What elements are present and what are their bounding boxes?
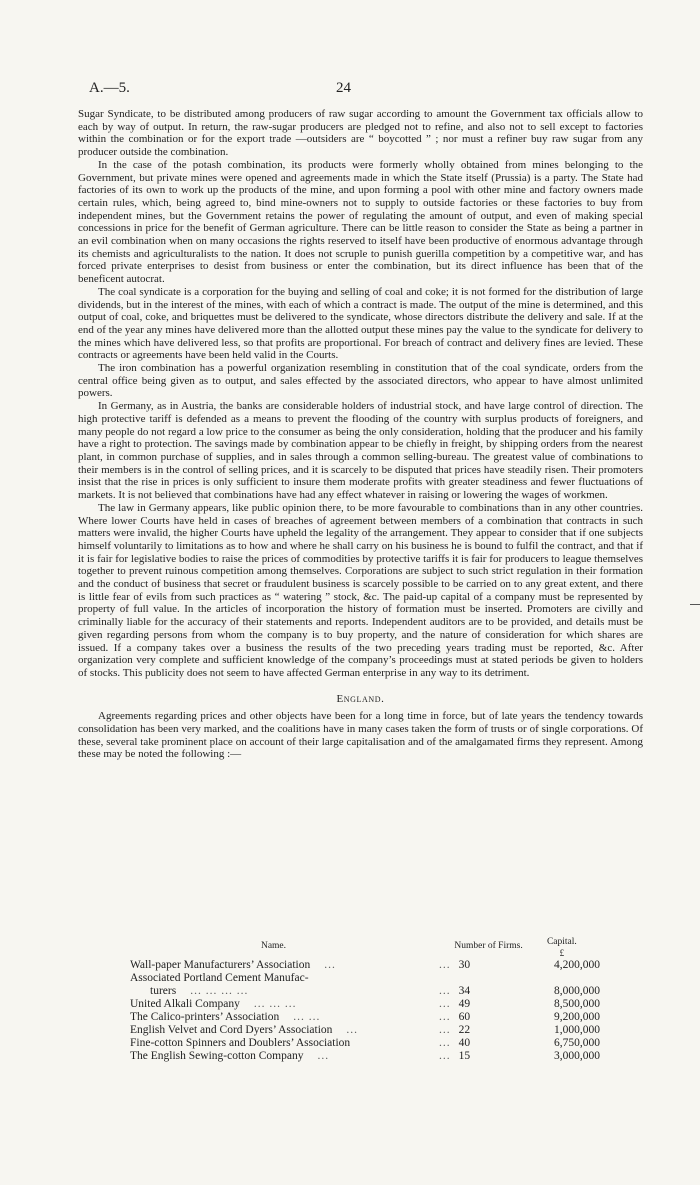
table-header-row	[130, 935, 600, 959]
document-reference: A.—5.	[89, 80, 130, 96]
table-row	[130, 1024, 600, 1037]
body-text	[78, 108, 643, 761]
page-number: 24	[336, 80, 351, 96]
firm-name-cell	[130, 1050, 417, 1063]
dot-leader: ... ...	[293, 1011, 321, 1023]
dot-leader: ...	[317, 1050, 330, 1062]
firm-name-cell	[130, 1024, 417, 1037]
table-row	[130, 985, 600, 998]
firm-count: 40	[458, 1037, 471, 1049]
firm-name-cell	[130, 972, 417, 985]
firm-count-cell	[417, 1037, 524, 1050]
firm-name-cell	[130, 998, 417, 1011]
dot-leader: ...	[439, 1037, 451, 1049]
capital-value: 6,750,000	[554, 1037, 600, 1049]
firm-name: The English Sewing-cotton Company	[130, 1050, 304, 1062]
paragraph: Agreements regarding prices and other objects have been for a long time in force, but of late years the tendency towards consolidation has been very marked, and the coalitions have in many cases taken the form of trusts or of single corporations. Of these, several take prominent place on account of their large capitalisation and of the amalgamated firms they represent. Among these may be noted the following :—	[78, 710, 643, 761]
paragraph: The law in Germany appears, like public opinion there, to be more favourable to combinations than in any other countries. Where lower Courts have held in cases of breaches of agreement between members of a combination that contracts in such matters were invalid, the higher Courts have upheld the legality of the arrangement. They appear to consider that if one subjects himself voluntarily to limitations as to how and where he shall carry on his business he is bound to fulfil the contract, and that if it is fair for legislative bodies to raise the prices of commodities by protective tariffs it is fair for producers to league themselves together to prevent ruinous competition among themselves. Corporations are subject to such strict regulation in their formation and the conduct of business that secret or fraudulent business is scarcely possible to be carried on to any great extent, and there is little fear of evils from such practices as “ watering ” stock, &c. The paid-up capital of a company must be represented by property of full value. In the articles of incorporation the history of formation must be inserted. Promoters are civilly and criminally liable for the accuracy of their statements and reports. Independent auditors are to be provided, and details must be given regarding persons from whom the company is to buy property, and the nature of consideration for which shares are issued. If a company takes over a business the results of the two preceding years trading must be reported, &c. After organization very complete and sufficient knowledge of the company’s proceedings must at stated periods be given to holders of stocks. This publicity does not seem to have affected German enterprise in any way to its detriment.	[78, 501, 643, 679]
currency-symbol: £	[559, 948, 565, 958]
table-row	[130, 972, 600, 985]
firm-count: 34	[458, 985, 471, 997]
firm-name-cell	[130, 1037, 417, 1050]
dot-leader: ...	[439, 1024, 451, 1036]
capital-value: 8,000,000	[554, 985, 600, 997]
firm-name: English Velvet and Cord Dyers’ Association	[130, 1024, 333, 1036]
column-header-capital	[524, 935, 600, 959]
dot-leader: ...	[439, 1050, 451, 1062]
firm-count-cell	[417, 1024, 524, 1037]
paragraph: The iron combination has a powerful organization resembling in constitution that of the coal syndicate, orders from the central office being given as to output, and sales effected by the associated directors, who appear to have almost unlimited powers.	[78, 362, 643, 400]
capital-value: 3,000,000	[554, 1050, 600, 1062]
capital-value: 9,200,000	[554, 1011, 600, 1023]
dot-leader: ... ... ... ...	[190, 985, 249, 997]
firm-name-cell	[130, 985, 417, 998]
firm-count: 49	[458, 998, 471, 1010]
firm-count: 30	[458, 959, 471, 971]
paragraph: In Germany, as in Austria, the banks are considerable holders of industrial stock, and have large control of direction. The high protective tariff is defended as a means to prevent the flooding of the country with surplus products of foreigners, and many people do not regard a low price to the consumer as being the only consideration, holding that the producer and his family have a right to protection. The savings made by combination appear to be chiefly in freight, by shipping orders from the nearest plant, in common purchase of supplies, and in sales through a common selling-bureau. The greatest value of combinations to their members is in the control of selling prices, and it is scarcely to be disputed that prices have steadily risen. Their promoters insist that the rise in prices is only sufficient to insure them moderate profits with greater steadiness and fewer fluctuations of markets. It is not believed that combinations have had any effect whatever in raising or lowering the wages of workmen.	[78, 400, 643, 502]
table-row	[130, 1011, 600, 1024]
capital-value: 1,000,000	[554, 1024, 600, 1036]
firm-name: Fine-cotton Spinners and Doublers’ Association	[130, 1037, 351, 1049]
table-row	[130, 959, 600, 972]
firm-count: 60	[458, 1011, 471, 1023]
dot-leader: ...	[439, 1011, 451, 1023]
table-body	[130, 959, 600, 1063]
dot-leader: ...	[346, 1024, 359, 1036]
firm-name: turers	[150, 985, 177, 997]
capital-value	[524, 972, 600, 985]
capital-value: 8,500,000	[554, 998, 600, 1010]
firm-count-cell	[417, 998, 524, 1011]
firm-name: Associated Portland Cement Manufac-	[130, 972, 309, 984]
firm-count-cell	[417, 1011, 524, 1024]
dot-leader: ...	[324, 959, 336, 971]
table-row	[130, 1050, 600, 1063]
firm-count: 15	[458, 1050, 471, 1062]
firm-name-cell	[130, 959, 417, 972]
firm-count: 22	[458, 1024, 471, 1036]
paragraph: In the case of the potash combination, its products were formerly wholly obtained from mines belonging to the Government, but private mines were opened and agreements made in which the State itself (Prussia) is a party. The State had factories of its own to work up the products of the mine, and upon forming a pool with other mine and factory owners made certain rules, which, being agreed to, bind mine-owners not to supply to outside factories or these factories to buy from independent mines, but the Government retains the power of regulating the amount of output, and even of making special concessions in price for the benefit of German agriculture. There can be little reason to consider the State as being a partner in an evil combination when on many occasions the rights reserved to itself have been productive of enormous advantage through its chemists and agriculturalists to the nation. It does not scruple to punish guerilla competition by a competitive war, and has forced private enterprises to desist from business or enter the combination, but its direct influence has been that of the beneficent autocrat.	[78, 158, 643, 286]
firm-count-cell	[417, 972, 524, 985]
firm-name-cell	[130, 1011, 417, 1024]
firm-count-cell	[417, 985, 524, 998]
firm-name: Wall-paper Manufacturers’ Association	[130, 959, 311, 971]
capital-label: Capital.	[546, 937, 577, 947]
firm-name: The Calico-printers’ Association	[130, 1011, 280, 1023]
dot-leader: ...	[439, 998, 451, 1010]
firm-name: United Alkali Company	[130, 998, 240, 1010]
column-header-name: Name.	[260, 941, 287, 951]
dot-leader: ...	[439, 985, 451, 997]
capital-value: 4,200,000	[554, 959, 600, 971]
dot-leader: ... ... ...	[253, 998, 297, 1010]
table-row	[130, 998, 600, 1011]
dot-leader: ...	[439, 959, 451, 971]
margin-mark	[690, 604, 700, 605]
firm-count-cell	[417, 1050, 524, 1063]
firms-table	[130, 935, 600, 1063]
table-row	[130, 1037, 600, 1050]
firm-count-cell	[417, 959, 524, 972]
paragraph: The coal syndicate is a corporation for the buying and selling of coal and coke; it is not formed for the distribution of large dividends, but in the interest of the mines, with each of which a contract is made. The output of the mine is determined, and this output of coal, coke, and briquettes must be delivered to the syndicate, whose directors distribute the delivery and sale. If at the end of the year any mines have delivered more than the allotted output these mines pay the value to the syndicate for delivery to the mines which have delivered less, so that profits are proportional. For breach of contract and delivery fines are levied. These contracts or agreements have been held valid in the Courts.	[78, 285, 643, 362]
section-heading-england: England.	[336, 692, 385, 705]
column-header-firms: Number of Firms.	[454, 941, 523, 951]
paragraph: Sugar Syndicate, to be distributed among producers of raw sugar according to amount the Government tax officials allow to each by way of output. In return, the raw-sugar producers are pledged not to refine, and also not to sell except to factories within the combination or for the export trade —outsiders are “ boycotted ” ; nor must a refiner buy raw sugar from any producer outside the combination.	[78, 108, 643, 159]
